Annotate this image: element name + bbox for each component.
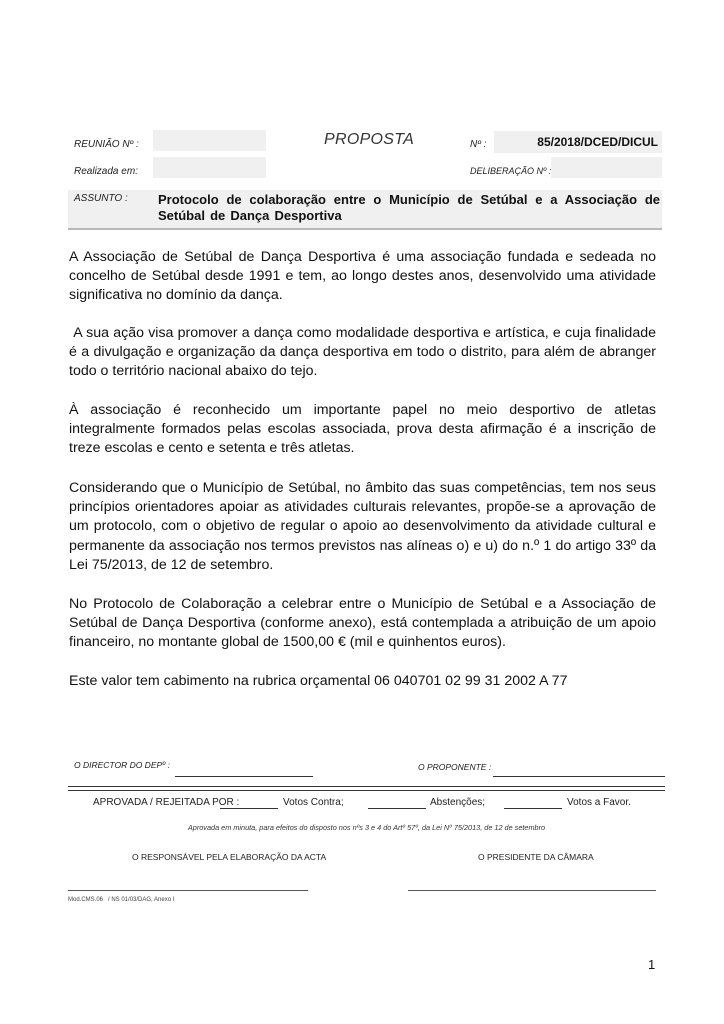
deliberacao-label [470,166,551,176]
paragraph-3: À associação é reconhecido um importante papel no meio desportivo de atletas integralmente formados pelas escolas associada, prova desta afirmação é a inscrição de treze escolas e cento e setenta e três atletas. [69,402,656,457]
votos-contra-line[interactable] [220,808,278,809]
director-label: O DIRECTOR DO DEPº : [74,760,170,770]
proponente-label: O PROPONENTE : [418,762,492,772]
double-separator [68,786,665,791]
page-title: PROPOSTA [324,131,415,148]
paragraph-2: A sua ação visa promover a dança como modalidade desportiva e artística, e cuja finalidade é a divulgação e organização da dança desportiva em todo o distrito, para além de abranger todo o território nacional abaixo do tejo. [69,325,660,380]
numero-label: Nº : [470,139,487,150]
director-signature-line [175,776,313,777]
responsavel-label [132,852,326,862]
proponente-signature-line [493,776,665,777]
minuta-note: Aprovada em minuta, para efeitos do disposto nos nºs 3 e 4 do Artº 57º, da Lei Nº 75/2013, de 12 de setembro [187,823,546,832]
realizada-field[interactable] [153,157,266,178]
reuniao-label: REUNIÃO Nº : [74,139,139,150]
responsavel-signature-line [68,890,308,891]
deliberacao-label-text: DELIBERAÇÃO Nº : [470,166,552,176]
aprovada-label [93,797,239,808]
presidente-label: O PRESIDENTE DA CÂMARA [478,852,594,862]
votos-favor-line[interactable] [504,808,562,809]
numero-field[interactable]: 85/2018/DCED/DICUL [494,131,662,153]
responsavel-label-text: O RESPONSÁVEL PELA ELABORAÇÃO DA ACTA [132,852,327,862]
reuniao-field[interactable] [153,130,266,151]
aprovada-label-text: APROVADA / REJEITADA POR : [93,797,240,808]
abstencoes-label: Abstenções; [430,797,486,808]
votos-contra-label: Votos Contra; [283,797,344,808]
abstencoes-line[interactable] [368,808,426,809]
assunto-text: Protocolo de colaboração entre o Município de Setúbal e a Associação de Setúbal de Dança Desportiva [158,192,660,223]
page-number: 1 [648,957,656,972]
assunto-label: ASSUNTO : [74,193,128,204]
paragraph-5: No Protocolo de Colaboração a celebrar entre o Município de Setúbal e a Associação de Setúbal de Dança Desportiva (conforme anexo), está contemplada a atribuição de um apoio financeiro, no montante global de 1500,00 € (mil e quinhentos euros). [69,596,656,651]
presidente-signature-line [408,890,656,891]
paragraph-4: Considerando que o Município de Setúbal, no âmbito das suas competências, tem nos seus princípios orientadores apoiar as atividades culturais relevantes, propõe-se a aprovação de um protocolo, com o objetivo de regular o apoio ao desenvolvimento da atividade cultural e permanente da associação nos termos previstos nas alíneas o) e u) do n.º 1 do artigo 33º da Lei 75/2013, de 12 de setembro. [69,480,656,573]
deliberacao-field[interactable] [551,157,662,178]
realizada-label: Realizada em: [74,166,138,177]
paragraph-6: Este valor tem cabimento na rubrica orçamental 06 040701 02 99 31 2002 A 77 [69,673,568,689]
votos-favor-label: Votos a Favor. [567,797,631,808]
paragraph-1: A Associação de Setúbal de Dança Desportiva é uma associação fundada e sedeada no concelho de Setúbal desde 1991 e tem, ao longo destes anos, desenvolvido uma atividade significativa no domínio da dança. [69,249,656,304]
model-reference: Mod.CMS.06 / NS 01/03/DAG, Anexo I [68,897,175,903]
